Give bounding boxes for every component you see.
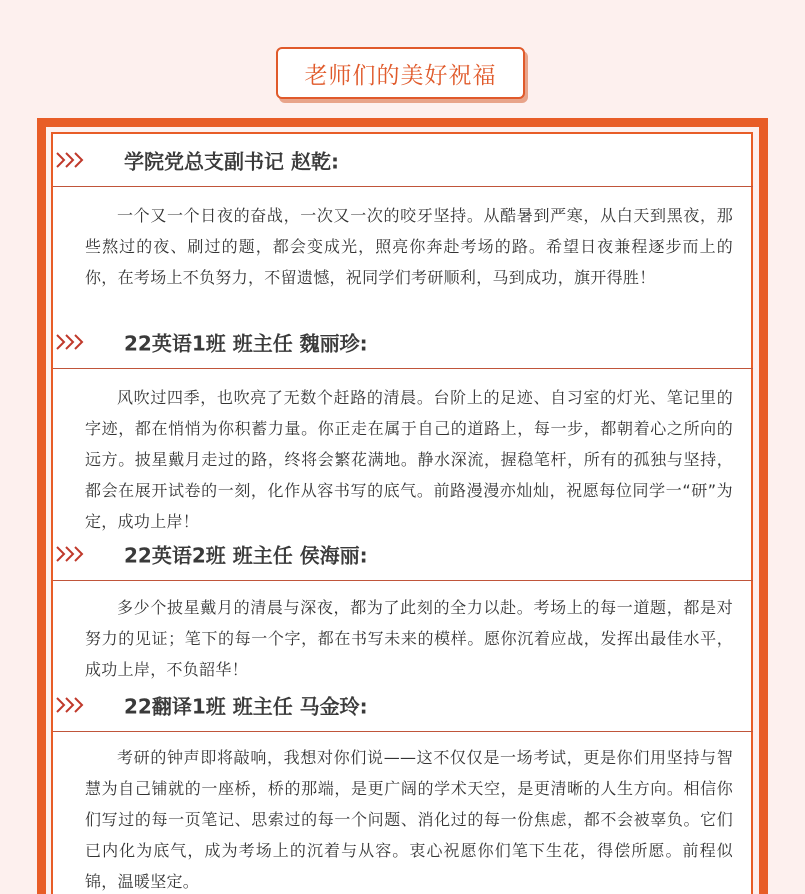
page-title (276, 47, 525, 99)
section-heading-1 (53, 134, 753, 187)
section-body-3: 多少个披星戴月的清晨与深夜，都为了此刻的全力以赴。考场上的每一道题，都是对努力的见证；笔下的每一个字，都在书写未来的模样。愿你沉着应战，发挥出最佳水平，成功上岸，不负韶华！ (85, 598, 733, 679)
page-title-text: 老师们的美好祝福 (304, 62, 497, 89)
section-heading-text: 学院党总支副书记 赵乾: (124, 149, 339, 174)
section-heading-text: 22英语2班 班主任 侯海丽: (124, 543, 368, 568)
triple-chevron-right-icon (55, 695, 85, 715)
triple-chevron-right-icon (55, 332, 85, 352)
section-heading-text: 22翻译1班 班主任 马金玲: (124, 694, 368, 719)
section-body-2: 风吹过四季，也吹亮了无数个赶路的清晨。台阶上的足迹、自习室的灯光、笔记里的字迹，都在悄悄为你积蓄力量。你正走在属于自己的道路上，每一步，都朝着心之所向的远方。披星戴月走过的路，终将会繁花满地。静水深流，握稳笔杆，所有的孤独与坚持，都会在展开试卷的一刻，化作从容书写的底气。前路漫漫亦灿灿，祝愿每位同学一“研”为定，成功上岸！ (85, 388, 733, 531)
section-heading-2 (53, 316, 753, 369)
section-body-4: 考研的钟声即将敲响，我想对你们说——这不仅仅是一场考试，更是你们用坚持与智慧为自己铺就的一座桥，桥的那端，是更广阔的学术天空，是更清晰的人生方向。相信你们写过的每一页笔记、思索过的每一个问题、消化过的每一份焦虑，都不会被辜负。它们已内化为底气，成为考场上的沉着与从容。衷心祝愿你们笔下生花，得偿所愿。前程似锦，温暖坚定。 (85, 748, 733, 891)
section-heading-4 (53, 679, 753, 732)
section-heading-text: 22英语1班 班主任 魏丽珍: (124, 331, 368, 356)
triple-chevron-right-icon (55, 544, 85, 564)
section-body-1: 一个又一个日夜的奋战，一次又一次的咬牙坚持。从酷暑到严寒，从白天到黑夜，那些熬过的夜、刷过的题，都会变成光，照亮你奔赴考场的路。希望日夜兼程逐步而上的你，在考场上不负努力，不留遗憾，祝同学们考研顺利，马到成功，旗开得胜！ (85, 206, 733, 287)
content-panel (51, 132, 753, 894)
triple-chevron-right-icon (55, 150, 85, 170)
section-heading-3 (53, 528, 753, 581)
